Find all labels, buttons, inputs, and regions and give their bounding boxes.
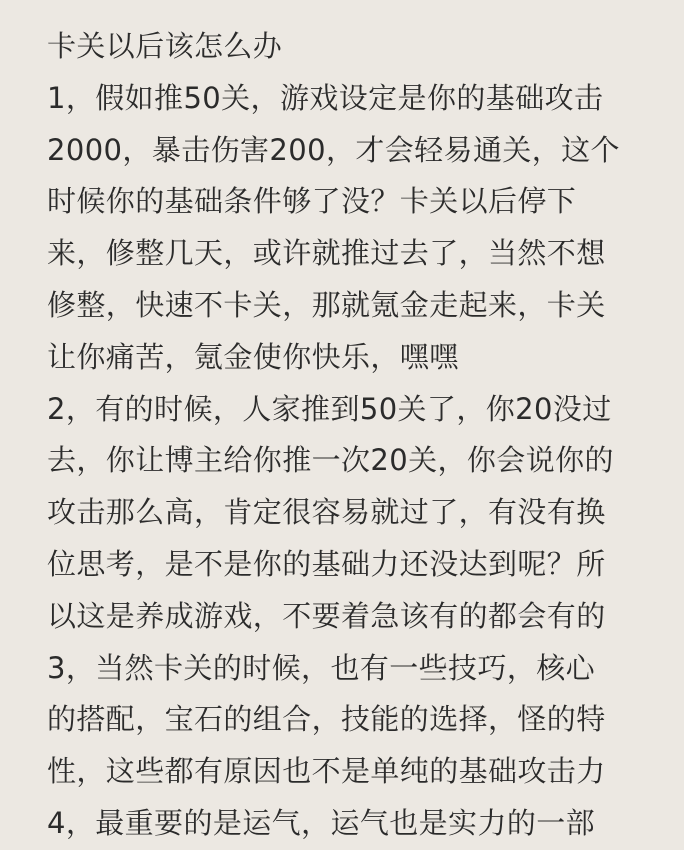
article-line: 4，最重要的是运气，运气也是实力的一部 (47, 805, 596, 840)
article-line: 去，你让博主给你推一次20关，你会说你的 (47, 443, 614, 478)
article-line: 的搭配，宝石的组合，技能的选择，怪的特 (47, 702, 606, 737)
article-line: 让你痛苦，氪金使你快乐，嘿嘿 (47, 339, 459, 374)
article-line: 2000，暴击伤害200，才会轻易通关，这个 (47, 132, 620, 167)
article-title: 卡关以后该怎么办 (47, 29, 283, 63)
article-line: 修整，快速不卡关，那就氪金走起来，卡关 (47, 287, 606, 322)
article-line: 以这是养成游戏，不要着急该有的都会有的 (47, 598, 606, 633)
article-line: 性，这些都有原因也不是单纯的基础攻击力 (47, 754, 606, 789)
article-line: 3，当然卡关的时候，也有一些技巧，核心 (47, 650, 596, 685)
article-line: 1，假如推50关，游戏设定是你的基础攻击 (47, 80, 604, 115)
article-line: 2，有的时候，人家推到50关了，你20没过 (47, 391, 612, 426)
article-line: 位思考，是不是你的基础力还没达到呢？所 (47, 546, 606, 581)
article-line: 时候你的基础条件够了没？卡关以后停下 (47, 184, 577, 219)
article-text (47, 21, 647, 850)
article-line: 来，修整几天，或许就推过去了，当然不想 (47, 236, 606, 271)
article-line: 攻击那么高，肯定很容易就过了，有没有换 (47, 495, 606, 530)
